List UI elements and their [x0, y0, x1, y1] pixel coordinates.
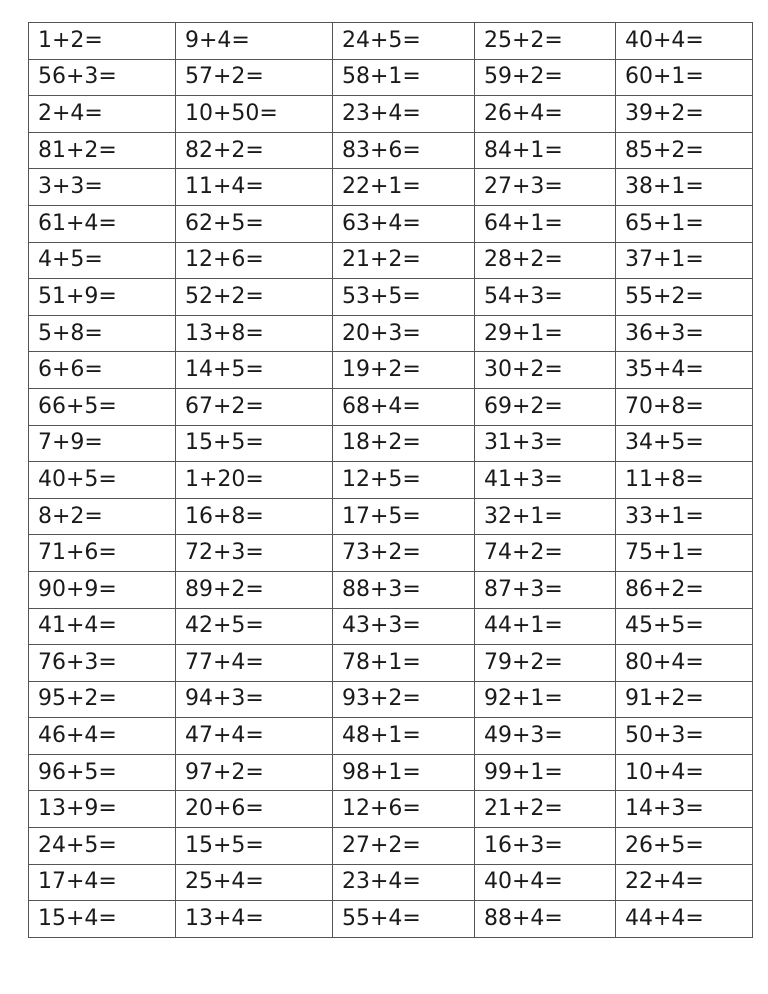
problem-cell: 27+3=: [475, 169, 616, 206]
table-row: [29, 279, 753, 316]
problem-cell: 81+2=: [29, 132, 176, 169]
table-row: [29, 645, 753, 682]
problem-cell: 29+1=: [475, 315, 616, 352]
problem-cell: 1+20=: [176, 462, 333, 499]
table-row: [29, 754, 753, 791]
problem-cell: 68+4=: [333, 388, 475, 425]
table-row: [29, 535, 753, 572]
problem-cell: 49+3=: [475, 718, 616, 755]
problem-cell: 41+4=: [29, 608, 176, 645]
table-row: [29, 23, 753, 60]
problem-cell: 55+4=: [333, 901, 475, 938]
problem-cell: 26+5=: [616, 828, 753, 865]
problem-cell: 45+5=: [616, 608, 753, 645]
problem-cell: 13+8=: [176, 315, 333, 352]
table-row: [29, 315, 753, 352]
problem-cell: 11+8=: [616, 462, 753, 499]
problem-cell: 50+3=: [616, 718, 753, 755]
problem-cell: 72+3=: [176, 535, 333, 572]
problem-cell: 21+2=: [333, 242, 475, 279]
problem-cell: 16+3=: [475, 828, 616, 865]
problem-cell: 46+4=: [29, 718, 176, 755]
problem-cell: 38+1=: [616, 169, 753, 206]
table-row: [29, 498, 753, 535]
problem-cell: 15+5=: [176, 425, 333, 462]
problem-cell: 48+1=: [333, 718, 475, 755]
problem-cell: 10+50=: [176, 96, 333, 133]
problem-cell: 24+5=: [29, 828, 176, 865]
problem-cell: 57+2=: [176, 59, 333, 96]
problem-cell: 10+4=: [616, 754, 753, 791]
problem-cell: 23+4=: [333, 864, 475, 901]
problem-cell: 61+4=: [29, 205, 176, 242]
table-row: [29, 205, 753, 242]
table-row: [29, 96, 753, 133]
problem-cell: 76+3=: [29, 645, 176, 682]
problem-cell: 17+4=: [29, 864, 176, 901]
problem-cell: 3+3=: [29, 169, 176, 206]
table-row: [29, 242, 753, 279]
problem-cell: 1+2=: [29, 23, 176, 60]
problem-cell: 20+6=: [176, 791, 333, 828]
worksheet-body: [29, 23, 753, 938]
problem-cell: 88+4=: [475, 901, 616, 938]
problem-cell: 53+5=: [333, 279, 475, 316]
table-row: [29, 571, 753, 608]
problem-cell: 20+3=: [333, 315, 475, 352]
table-row: [29, 901, 753, 938]
problem-cell: 90+9=: [29, 571, 176, 608]
problem-cell: 98+1=: [333, 754, 475, 791]
problem-cell: 2+4=: [29, 96, 176, 133]
problem-cell: 14+5=: [176, 352, 333, 389]
table-row: [29, 791, 753, 828]
problem-cell: 8+2=: [29, 498, 176, 535]
problem-cell: 62+5=: [176, 205, 333, 242]
problem-cell: 70+8=: [616, 388, 753, 425]
problem-cell: 13+4=: [176, 901, 333, 938]
problem-cell: 33+1=: [616, 498, 753, 535]
problem-cell: 96+5=: [29, 754, 176, 791]
problem-cell: 15+4=: [29, 901, 176, 938]
table-row: [29, 681, 753, 718]
problem-cell: 65+1=: [616, 205, 753, 242]
addition-worksheet-table: [28, 22, 753, 938]
problem-cell: 89+2=: [176, 571, 333, 608]
problem-cell: 22+4=: [616, 864, 753, 901]
problem-cell: 37+1=: [616, 242, 753, 279]
table-row: [29, 462, 753, 499]
problem-cell: 84+1=: [475, 132, 616, 169]
problem-cell: 24+5=: [333, 23, 475, 60]
problem-cell: 69+2=: [475, 388, 616, 425]
table-row: [29, 59, 753, 96]
problem-cell: 73+2=: [333, 535, 475, 572]
problem-cell: 6+6=: [29, 352, 176, 389]
problem-cell: 41+3=: [475, 462, 616, 499]
table-row: [29, 352, 753, 389]
problem-cell: 32+1=: [475, 498, 616, 535]
problem-cell: 31+3=: [475, 425, 616, 462]
problem-cell: 25+4=: [176, 864, 333, 901]
problem-cell: 74+2=: [475, 535, 616, 572]
problem-cell: 64+1=: [475, 205, 616, 242]
problem-cell: 13+9=: [29, 791, 176, 828]
problem-cell: 59+2=: [475, 59, 616, 96]
problem-cell: 34+5=: [616, 425, 753, 462]
problem-cell: 58+1=: [333, 59, 475, 96]
problem-cell: 87+3=: [475, 571, 616, 608]
problem-cell: 47+4=: [176, 718, 333, 755]
problem-cell: 28+2=: [475, 242, 616, 279]
problem-cell: 23+4=: [333, 96, 475, 133]
problem-cell: 63+4=: [333, 205, 475, 242]
problem-cell: 56+3=: [29, 59, 176, 96]
problem-cell: 55+2=: [616, 279, 753, 316]
table-row: [29, 718, 753, 755]
table-row: [29, 864, 753, 901]
problem-cell: 7+9=: [29, 425, 176, 462]
problem-cell: 85+2=: [616, 132, 753, 169]
table-row: [29, 169, 753, 206]
problem-cell: 94+3=: [176, 681, 333, 718]
problem-cell: 92+1=: [475, 681, 616, 718]
problem-cell: 44+1=: [475, 608, 616, 645]
problem-cell: 67+2=: [176, 388, 333, 425]
problem-cell: 42+5=: [176, 608, 333, 645]
problem-cell: 54+3=: [475, 279, 616, 316]
problem-cell: 15+5=: [176, 828, 333, 865]
problem-cell: 88+3=: [333, 571, 475, 608]
problem-cell: 39+2=: [616, 96, 753, 133]
problem-cell: 18+2=: [333, 425, 475, 462]
problem-cell: 40+4=: [616, 23, 753, 60]
table-row: [29, 132, 753, 169]
problem-cell: 52+2=: [176, 279, 333, 316]
problem-cell: 86+2=: [616, 571, 753, 608]
problem-cell: 21+2=: [475, 791, 616, 828]
table-row: [29, 608, 753, 645]
problem-cell: 75+1=: [616, 535, 753, 572]
problem-cell: 35+4=: [616, 352, 753, 389]
table-row: [29, 388, 753, 425]
problem-cell: 99+1=: [475, 754, 616, 791]
problem-cell: 40+5=: [29, 462, 176, 499]
problem-cell: 11+4=: [176, 169, 333, 206]
problem-cell: 36+3=: [616, 315, 753, 352]
problem-cell: 26+4=: [475, 96, 616, 133]
problem-cell: 83+6=: [333, 132, 475, 169]
problem-cell: 12+6=: [176, 242, 333, 279]
problem-cell: 77+4=: [176, 645, 333, 682]
problem-cell: 40+4=: [475, 864, 616, 901]
problem-cell: 97+2=: [176, 754, 333, 791]
problem-cell: 95+2=: [29, 681, 176, 718]
problem-cell: 44+4=: [616, 901, 753, 938]
table-row: [29, 828, 753, 865]
problem-cell: 66+5=: [29, 388, 176, 425]
problem-cell: 16+8=: [176, 498, 333, 535]
table-row: [29, 425, 753, 462]
problem-cell: 25+2=: [475, 23, 616, 60]
problem-cell: 30+2=: [475, 352, 616, 389]
problem-cell: 4+5=: [29, 242, 176, 279]
problem-cell: 12+5=: [333, 462, 475, 499]
problem-cell: 12+6=: [333, 791, 475, 828]
problem-cell: 43+3=: [333, 608, 475, 645]
problem-cell: 60+1=: [616, 59, 753, 96]
problem-cell: 22+1=: [333, 169, 475, 206]
problem-cell: 27+2=: [333, 828, 475, 865]
problem-cell: 19+2=: [333, 352, 475, 389]
problem-cell: 82+2=: [176, 132, 333, 169]
problem-cell: 17+5=: [333, 498, 475, 535]
problem-cell: 5+8=: [29, 315, 176, 352]
problem-cell: 79+2=: [475, 645, 616, 682]
problem-cell: 9+4=: [176, 23, 333, 60]
problem-cell: 93+2=: [333, 681, 475, 718]
problem-cell: 80+4=: [616, 645, 753, 682]
problem-cell: 51+9=: [29, 279, 176, 316]
problem-cell: 71+6=: [29, 535, 176, 572]
problem-cell: 91+2=: [616, 681, 753, 718]
problem-cell: 14+3=: [616, 791, 753, 828]
problem-cell: 78+1=: [333, 645, 475, 682]
